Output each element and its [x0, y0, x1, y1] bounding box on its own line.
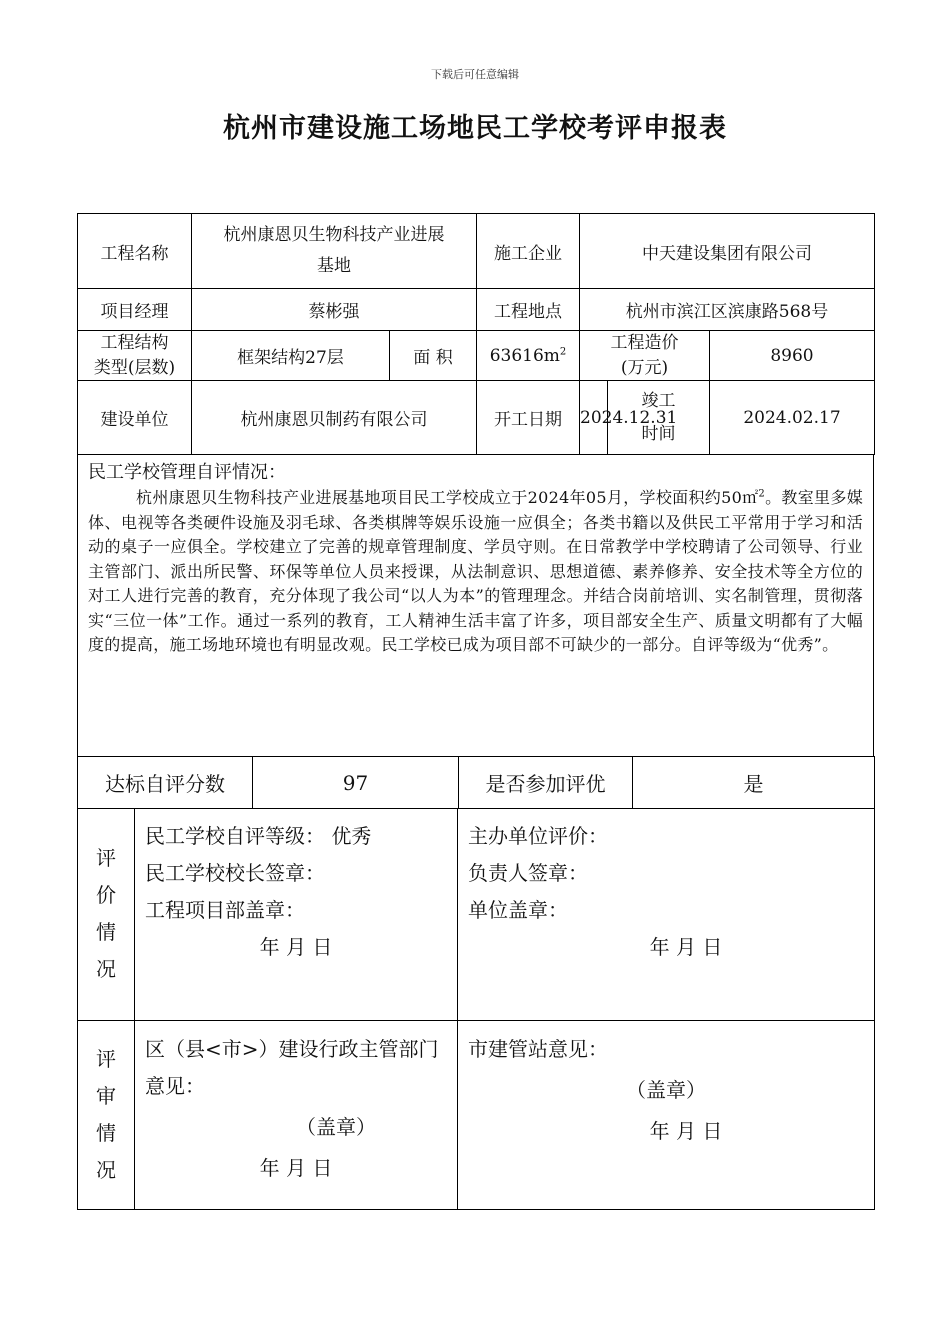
manager-label: 项目经理	[78, 289, 192, 331]
review-side-char: 审	[96, 1083, 116, 1108]
score-table	[77, 756, 875, 809]
evaluation-side-label	[78, 808, 135, 1020]
review-right-date: 年 月 日	[649, 1118, 723, 1143]
project-name-value	[192, 214, 477, 289]
join-value: 是	[633, 757, 875, 809]
review-right-seal: （盖章）	[626, 1077, 706, 1102]
self-evaluation-heading: 民工学校管理自评情况：	[88, 462, 286, 483]
evaluation-left-date: 年 月 日	[259, 935, 333, 959]
cost-label	[580, 331, 710, 381]
review-side-char: 评	[96, 1046, 116, 1071]
unit-seal-line: 单位盖章：	[468, 898, 568, 922]
self-evaluation-sup: 2	[758, 488, 766, 500]
evaluation-right-cell	[458, 808, 875, 1020]
project-name-label: 工程名称	[78, 214, 192, 289]
review-side-char: 情	[96, 1120, 116, 1145]
join-label: 是否参加评优	[459, 757, 633, 809]
review-left-seal: （盖章）	[296, 1114, 376, 1139]
evaluation-right-date: 年 月 日	[649, 935, 723, 959]
district-opinion-line2: 意见：	[145, 1073, 205, 1098]
cost-label-line1: 工程造价	[610, 333, 679, 353]
evaluation-left-cell	[135, 808, 458, 1020]
self-evaluation-paragraph	[88, 486, 863, 658]
structure-label	[78, 331, 192, 381]
evaluation-review-table	[77, 808, 875, 1210]
cost-label-line2: (万元)	[620, 357, 669, 378]
host-evaluation-line: 主办单位评价：	[468, 824, 608, 848]
builder-label: 建设单位	[78, 381, 192, 455]
start-value: 2024.12.31	[580, 381, 608, 455]
review-right-cell	[458, 1020, 875, 1209]
score-value: 97	[253, 757, 459, 809]
project-info-table	[77, 213, 875, 455]
manager-value: 蔡彬强	[192, 289, 477, 331]
project-name-line2: 基地	[317, 256, 351, 276]
review-side-label	[78, 1020, 135, 1209]
project-name-line1: 杭州康恩贝生物科技产业进展	[223, 225, 445, 246]
evaluation-side-char: 评	[96, 845, 116, 870]
contractor-label: 施工企业	[477, 214, 580, 289]
start-label: 开工日期	[477, 381, 580, 455]
area-value	[477, 331, 580, 381]
builder-value: 杭州康恩贝制药有限公司	[192, 381, 477, 455]
district-opinion-line: 区（县<市>）建设行政主管部门	[145, 1036, 439, 1061]
responsible-signature-line: 负责人签章：	[468, 861, 588, 885]
finish-value: 2024.02.17	[710, 381, 875, 455]
cost-value: 8960	[710, 331, 875, 381]
score-label: 达标自评分数	[78, 757, 253, 809]
review-left-date: 年 月 日	[259, 1155, 333, 1180]
area-number: 63616m	[489, 345, 560, 366]
location-value: 杭州市滨江区滨康路568号	[580, 289, 875, 331]
area-label: 面 积	[390, 331, 477, 381]
evaluation-side-char: 情	[96, 919, 116, 944]
finish-label-line1: 竣工	[641, 391, 676, 412]
contractor-value: 中天建设集团有限公司	[580, 214, 875, 289]
self-evaluation-text-b: 。教室里多媒体、电视等各类硬件设施及羽毛球、各类棋牌等娱乐设施一应俱全；各类书籍以及供民工平常用于学习和活动的桌子一应俱全。学校建立了完善的规章管理制度、学员守则。在日常教学中学校聘请了公司领导、行业主管部门、派出所民警、环保等单位人员来授课，从法制意识、思想道德、素养修养、安全技术等全方位的对工人进行完善的教育，充分体现了我公司“以人为本”的管理理念。并结合岗前培训、实名制管理，贯彻落实“三位一体”工作。通过一系列的教育，工人精神生活丰富了许多，项目部安全生产、质量文明都有了大幅度的提高，施工场地环境也有明显改观。民工学校已成为项目部不可缺少的一部分。自评等级为“优秀”。	[88, 488, 863, 654]
area-unit-sup: 2	[559, 345, 567, 357]
header-note: 下载后可任意编辑	[431, 68, 519, 81]
review-left-cell	[135, 1020, 458, 1209]
structure-label-line2: 类型(层数)	[93, 357, 176, 378]
review-side-char: 况	[96, 1157, 116, 1182]
location-label: 工程地点	[477, 289, 580, 331]
evaluation-side-char: 价	[96, 882, 116, 907]
principal-signature-line: 民工学校校长签章：	[145, 861, 325, 885]
self-evaluation-text-a: 杭州康恩贝生物科技产业进展基地项目民工学校成立于2024年05月，学校面积约50㎡	[136, 488, 759, 507]
evaluation-side-char: 况	[96, 956, 116, 981]
finish-label-line2: 时间	[641, 423, 676, 444]
school-grade-line: 民工学校自评等级： 优秀	[145, 824, 372, 848]
structure-label-line1: 工程结构	[100, 333, 169, 353]
project-seal-line: 工程项目部盖章：	[145, 898, 305, 922]
city-station-opinion-line: 市建管站意见：	[468, 1036, 608, 1061]
self-evaluation-section	[77, 455, 874, 756]
structure-value: 框架结构27层	[192, 331, 390, 381]
page-title: 杭州市建设施工场地民工学校考评申报表	[223, 113, 727, 144]
